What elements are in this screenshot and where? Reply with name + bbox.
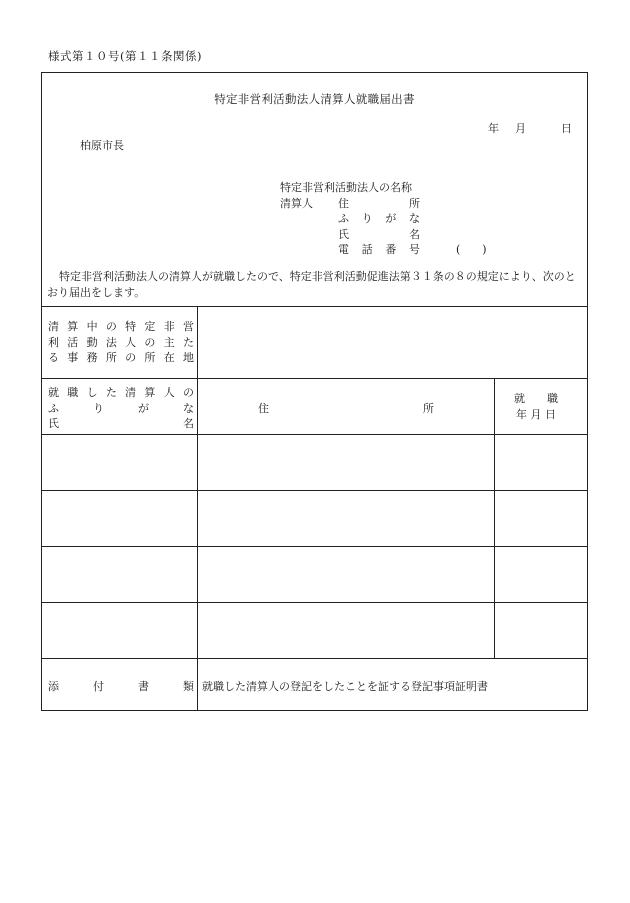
notification-form [41,72,588,711]
liquidator-name-input-4[interactable] [42,603,197,658]
applicant-phone-label: 電 話 番 号 [338,243,420,256]
date-day-label: 日 [561,122,572,135]
liquidator-name-input-2[interactable] [42,491,197,546]
row-divider [42,378,587,379]
submission-date [488,120,572,136]
date-month-label: 月 [515,122,526,135]
applicant-address-label: 住 所 [338,196,420,210]
row-divider [42,658,587,659]
appointment-date-input-2[interactable] [495,491,587,546]
liquidator-name-header: 就 職 し た 清 算 人 の ふ り が な 氏 名 [48,386,194,430]
form-code: 様式第１０号(第１１条関係) [48,49,202,63]
liquidator-address-input-4[interactable] [198,603,494,658]
liquidator-address-input-2[interactable] [198,491,494,546]
applicant-furigana-label: ふ り が な [338,212,420,225]
phone-parentheses: ( ) [456,243,487,256]
date-year-label: 年 [488,122,499,135]
attachments-value: 就職した清算人の登記をしたことを証する登記事項証明書 [202,680,488,693]
liquidator-name-input-1[interactable] [42,435,197,490]
document-title: 特定非営利活動法人清算人就職届出書 [214,92,415,106]
office-location-label: 清 算 中 の 特 定 非 営 利 活 動 法 人 の 主 た る 事 務 所 の 所 在 地 [48,320,194,364]
appointment-date-column-header: 就 職 年 月 日 [514,392,558,421]
attachments-label: 添 付 書 類 [48,680,194,693]
applicant-name-label: 氏 名 [338,227,420,241]
address-column-header: 住 所 [258,402,434,415]
office-location-input[interactable] [198,307,587,378]
appointment-date-input-1[interactable] [495,435,587,490]
appointment-date-input-4[interactable] [495,603,587,658]
liquidator-address-input-1[interactable] [198,435,494,490]
org-name-label: 特定非営利活動法人の名称 [280,181,412,194]
notice-statement: 特定非営利活動法人の清算人が就職したので、特定非営利活動促進法第３１条の８の規定により、次のとおり届出をします。 [47,270,576,299]
liquidator-address-input-3[interactable] [198,547,494,602]
addressee: 柏原市長 [80,139,124,152]
appointment-date-input-3[interactable] [495,547,587,602]
liquidator-prefix: 清算人 [280,196,313,210]
liquidator-name-input-3[interactable] [42,547,197,602]
